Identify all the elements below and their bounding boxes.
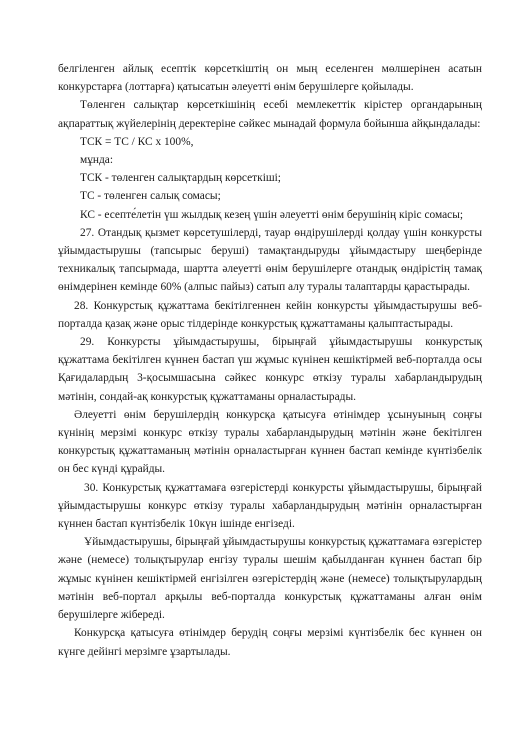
formula-definition-ts: ТС - төленген салық сомасы; xyxy=(80,190,221,203)
paragraph-tax-indicator: Төленген салықтар көрсеткішінің есебі мемлекеттік кірістер органдарының ақпараттық жүйелерінің деректеріне сәйкес мынадай формула бойынша айқындалады: xyxy=(58,99,482,130)
paragraph-30-changes: Ұйымдастырушы, бірыңғай ұйымдастырушы конкурстық құжаттамаға өзгерістер және (немесе) толықтырулар енгізу туралы шешім қабылданған күннен бастап бір жұмыс күнінен кешіктірмей енгізілген өзгерістердің және (немесе) толықтырулардың мәтінін веб-портал арқылы веб-порталда конкурстық құжаттаманы алған өнім берушілерге жібереді. xyxy=(58,536,482,622)
paragraph-27: 27. Отандық қызмет көрсетушілерді, тауар өндірушілерді қолдау үшін конкурсты ұйымдастырушы (тапсырыс беруші) тамақтандыруды ұйымдастыру шеңберінде техникалық тапсырмада, шартта әлеуетті өнім берушілерге отандық өндірістің тамақ өнімдерінен кемінде 60% (алпыс пайыз) сатып алу туралы талаптарды қарастырады. xyxy=(58,226,482,294)
paragraph-29: 29. Конкурсты ұйымдастырушы, бірыңғай ұйымдастырушы конкурстық құжаттама бекітілген күннен бастап үш жұмыс күнінен кешіктірмей веб-порталда осы Қағидалардың 3-қосымшасына сәйкес конкурс өткізу туралы хабарландырудың мәтінін, сондай-ақ конкурстық құжаттаманы орналастырады. xyxy=(58,336,482,403)
formula-where: мұнда: xyxy=(80,154,114,167)
formula-definition-tsk: ТСК - төленген салықтардың көрсеткіші; xyxy=(80,172,281,185)
paragraph-28: 28. Конкурстық құжаттама бекітілгеннен кейін конкурсты ұйымдастырушы веб-порталда қазақ және орыс тілдерінде конкурстық құжаттаманы қалыптастырады. xyxy=(58,299,482,330)
formula-definition-ks: КС - есепте́летін үш жылдық кезең үшін әлеуетті өнім берушінің кіріс сомасы; xyxy=(80,208,464,221)
paragraph-deadline-extension: Конкурсқа қатысуға өтінімдер берудің соңғы мерзімі күнтізбелік бес күннен он күнге дейінгі мерзімге ұзартылады. xyxy=(58,627,482,658)
document-page xyxy=(58,60,482,661)
paragraph-30: 30. Конкурстық құжаттамаға өзгерістерді конкурсты ұйымдастырушы, бірыңғай ұйымдастырушы конкурс өткізу туралы хабарландырудың мәтінін орналастырған күннен бастап күнтізбелік 10күн ішінде енгізеді. xyxy=(58,481,482,531)
paragraph-intro-continuation: белгіленген айлық есептік көрсеткіштің он мың еселенген мөлшерінен асатын конкурстарға (лоттарға) қатысатын әлеуетті өнім берушілерге қойылады. xyxy=(58,63,482,94)
paragraph-29-deadline: Әлеуетті өнім берушілердің конкурсқа қатысуға өтінімдер ұсынуының соңғы күнінің мерзімі конкурс өткізу туралы хабарландырудың мәтінін және бекітілген конкурстық құжаттаманың мәтінін орналастырған күннен бастап кемінде күнтізбелік он бес күнді құрайды. xyxy=(58,408,482,476)
formula-line: ТСК = ТС / КС х 100%, xyxy=(80,135,194,148)
